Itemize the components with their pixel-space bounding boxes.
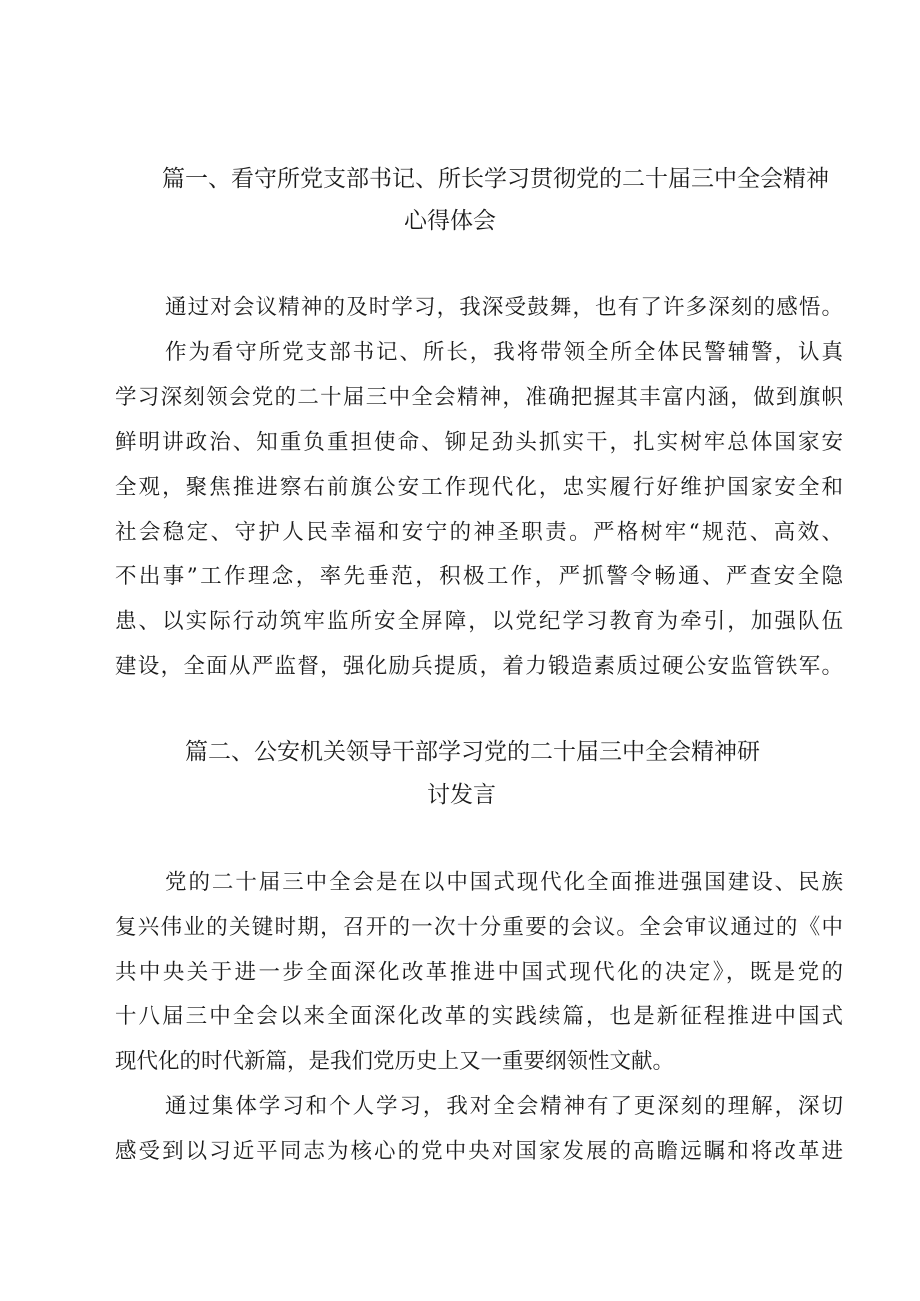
section2-paragraph1-line: 党的二十届三中全会是在以中国式现代化全面推进强国建设、民族 [165, 870, 843, 895]
section1-paragraph2-line: 学习深刻领会党的二十届三中全会精神，准确把握其丰富内涵，做到旗帜 [115, 385, 843, 410]
section2-title-line1: 篇二、公安机关领导干部学习党的二十届三中全会精神研 [185, 739, 760, 765]
section1-title-line2: 心得体会 [404, 208, 496, 234]
section2-paragraph1-line: 现代化的时代新篇，是我们党历史上又一重要纲领性文献。 [115, 1049, 675, 1074]
section1-paragraph2-line: 建设，全面从严监督，强化励兵提质，着力锻造素质过硬公安监管铁军。 [115, 654, 843, 679]
section1-paragraph1-line: 通过对会议精神的及时学习，我深受鼓舞，也有了许多深刻的感悟。 [165, 295, 843, 320]
section2-paragraph1-line: 复兴伟业的关键时期，召开的一次十分重要的会议。全会审议通过的《中 [115, 915, 843, 940]
section2-paragraph2-line: 通过集体学习和个人学习，我对全会精神有了更深刻的理解，深切 [165, 1094, 843, 1119]
section1-paragraph2-line: 鲜明讲政治、知重负重担使命、铆足劲头抓实干，扎实树牢总体国家安 [115, 430, 843, 455]
section1-paragraph2-line: 不出事”工作理念，率先垂范，积极工作，严抓警令畅通、严查安全隐 [115, 564, 843, 589]
section1-paragraph2-line: 作为看守所党支部书记、所长，我将带领全所全体民警辅警，认真 [165, 340, 843, 365]
section2-paragraph1-line: 共中央关于进一步全面深化改革推进中国式现代化的决定》，既是党的 [115, 960, 843, 985]
section2-paragraph1-line: 十八届三中全会以来全面深化改革的实践续篇，也是新征程推进中国式 [115, 1004, 843, 1029]
section1-paragraph2-line: 全观，聚焦推进察右前旗公安工作现代化，忠实履行好维护国家安全和 [115, 475, 843, 500]
section2-title-line2: 讨发言 [427, 782, 496, 808]
section1-paragraph2-line: 患、以实际行动筑牢监所安全屏障，以党纪学习教育为牵引，加强队伍 [115, 609, 843, 634]
section1-title-line1: 篇一、看守所党支部书记、所长学习贯彻党的二十届三中全会精神 [162, 166, 829, 192]
section1-paragraph2-line: 社会稳定、守护人民幸福和安宁的神圣职责。严格树牢“规范、高效、 [115, 520, 843, 545]
section2-paragraph2-line: 感受到以习近平同志为核心的党中央对国家发展的高瞻远瞩和将改革进 [115, 1139, 843, 1164]
